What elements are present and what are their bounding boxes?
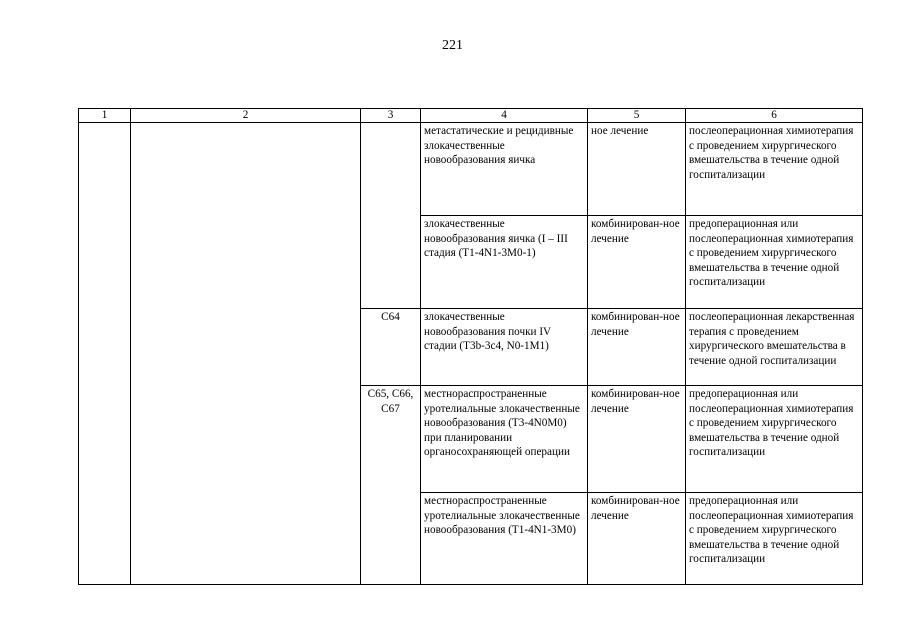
treatment-type-cell: ное лечение <box>588 123 686 216</box>
diagnosis-cell: местнораспространенные уротелиальные злокачественные новообразования (T1-4N1-3M0) <box>421 493 588 585</box>
method-cell: послеоперационная лекарственная терапия с проведением хирургического вмешательства в течение одной госпитализации <box>686 309 863 386</box>
header-col-5: 5 <box>588 109 686 123</box>
method-cell: предоперационная или послеоперационная химиотерапия с проведением хирургического вмешательства в течение одной госпитализации <box>686 493 863 585</box>
header-col-3: 3 <box>361 109 421 123</box>
col-3-cell <box>361 123 421 309</box>
header-col-1: 1 <box>79 109 131 123</box>
table-row <box>79 123 863 216</box>
treatment-type-cell: комбинирован-ное лечение <box>588 386 686 493</box>
method-cell: предоперационная или послеоперационная химиотерапия с проведением хирургического вмешательства в течение одной госпитализации <box>686 386 863 493</box>
treatment-type-cell: комбинирован-ное лечение <box>588 493 686 585</box>
header-col-2: 2 <box>131 109 361 123</box>
icd-code-cell: C65, C66, C67 <box>361 386 421 585</box>
method-cell: предоперационная или послеоперационная химиотерапия с проведением хирургического вмешательства в течение одной госпитализации <box>686 216 863 309</box>
treatment-table <box>78 108 863 585</box>
header-col-4: 4 <box>421 109 588 123</box>
header-col-6: 6 <box>686 109 863 123</box>
icd-code-cell: C64 <box>361 309 421 386</box>
diagnosis-cell: злокачественные новообразования почки IV стадии (T3b-3c4, N0-1M1) <box>421 309 588 386</box>
treatment-type-cell: комбинирован-ное лечение <box>588 216 686 309</box>
diagnosis-cell: метастатические и рецидивные злокачественные новообразования яичка <box>421 123 588 216</box>
col-2-cell <box>131 123 361 585</box>
diagnosis-cell: местнораспространенные уротелиальные злокачественные новообразования (T3-4N0M0) при планировании органосохраняющей операции <box>421 386 588 493</box>
col-1-cell <box>79 123 131 585</box>
header-row <box>79 109 863 123</box>
treatment-type-cell: комбинирован-ное лечение <box>588 309 686 386</box>
diagnosis-cell: злокачественные новообразования яичка (I – III стадия (T1-4N1-3M0-1) <box>421 216 588 309</box>
method-cell: послеоперационная химиотерапия с проведением хирургического вмешательства в течение одной госпитализации <box>686 123 863 216</box>
page-number: 221 <box>442 38 463 53</box>
